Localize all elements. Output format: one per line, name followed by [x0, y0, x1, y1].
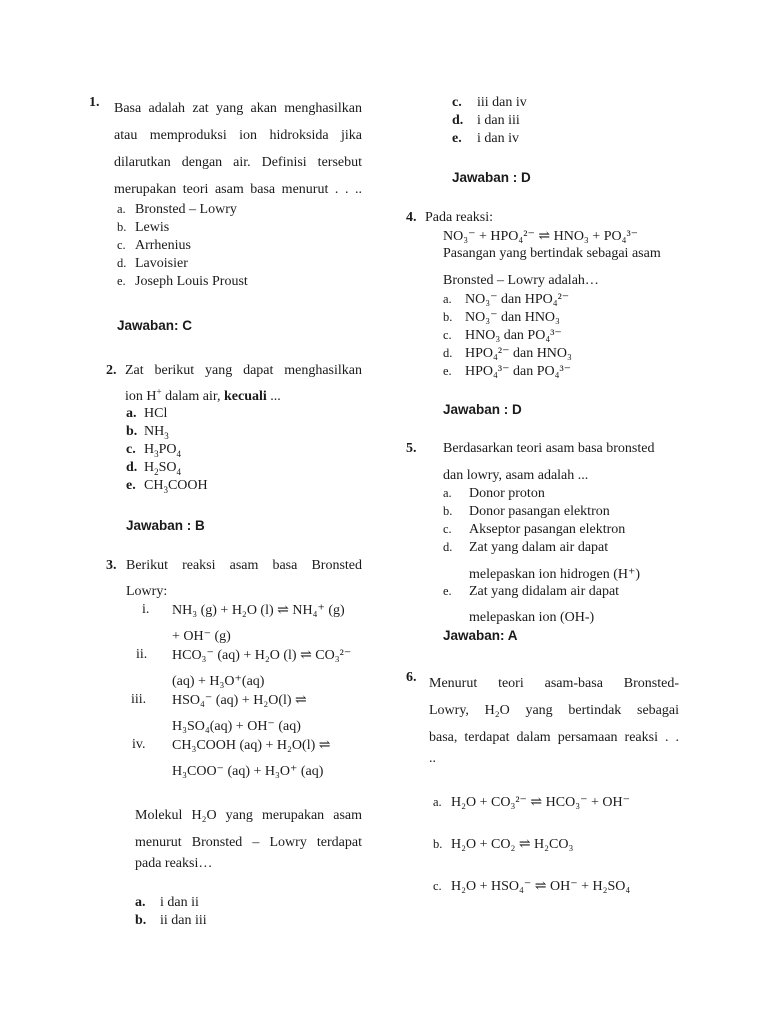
q2-line-2 — [125, 386, 281, 405]
option-key: e. — [443, 364, 452, 378]
q3-reaction-label: iii. — [131, 692, 147, 707]
q5-answer: Jawaban: A — [443, 628, 518, 643]
q3-question-line: menurut Bronsted – Lowry terdapat — [135, 835, 362, 850]
q5-line-1: Berdasarkan teori asam basa bronsted — [443, 441, 655, 456]
option-text: NH — [144, 424, 165, 439]
option-key: d. — [117, 256, 127, 270]
q5-option-d-cont: melepaskan ion hidrogen (H⁺) — [469, 567, 641, 582]
q3-question-line: pada reaksi… — [135, 856, 213, 871]
option-key: b. — [135, 913, 147, 928]
q2-option-b — [126, 424, 169, 440]
q6-line: Menurut teori asam-basa Bronsted- — [429, 676, 679, 691]
q6-option-c — [433, 878, 630, 895]
option-key: c. — [443, 522, 452, 536]
q6-line: .. — [429, 751, 436, 766]
q3-answer: Jawaban : D — [452, 170, 531, 185]
option-key: d. — [126, 460, 138, 475]
q1-option-b — [117, 220, 169, 236]
q5-option-b — [443, 504, 610, 520]
option-text: HPO₄²⁻ dan HNO₃ — [465, 346, 572, 361]
q2-option-d — [126, 460, 181, 476]
q2-text: ... — [266, 389, 281, 404]
option-key: b. — [126, 424, 138, 439]
q2-text: dalam air, — [161, 389, 224, 404]
q1-line: merupakan teori asam basa menurut . . .. — [114, 182, 362, 197]
option-key: d. — [443, 540, 453, 554]
q6-option-b — [433, 836, 573, 853]
option-text: Donor proton — [469, 486, 545, 501]
q5-option-c — [443, 522, 625, 538]
option-key: a. — [117, 202, 126, 216]
subscript: 4 — [176, 466, 182, 477]
q3-reaction-i: NH₃ (g) + H₂O (l) ⇌ NH₄⁺ (g) — [172, 603, 345, 618]
q3-option-b — [135, 913, 207, 929]
q3-line-1: Berikut reaksi asam basa Bronsted — [126, 558, 362, 573]
q1-option-e — [117, 274, 248, 290]
q1-option-a — [117, 202, 237, 218]
option-text: Akseptor pasangan elektron — [469, 522, 626, 537]
q1-line: dilarutkan dengan air. Definisi tersebut — [114, 155, 362, 170]
q1-stem — [114, 95, 362, 203]
q4-line-1: Pada reaksi: — [425, 210, 494, 225]
q3-reaction-iv-cont: H₃COO⁻ (aq) + H₃O⁺ (aq) — [172, 764, 324, 779]
q3-reaction-i-cont: + OH⁻ (g) — [172, 629, 231, 644]
subscript: 4 — [176, 448, 182, 459]
q5-option-e-cont: melepaskan ion (OH-) — [469, 610, 595, 625]
q6-line: Lowry, H₂O yang bertindak sebagai — [429, 703, 679, 718]
subscript: 3 — [154, 448, 159, 459]
q2-answer: Jawaban : B — [126, 518, 205, 533]
q2-bold: kecuali — [224, 389, 267, 404]
q1-line: Basa adalah zat yang akan menghasilkan — [114, 101, 362, 116]
option-key: b. — [433, 837, 443, 851]
option-key: b. — [443, 310, 453, 324]
q3-question — [135, 802, 362, 856]
option-text: ii dan iii — [160, 913, 207, 928]
q3-option-d — [452, 113, 520, 129]
q2-option-a — [126, 406, 167, 422]
q2-option-c — [126, 442, 181, 458]
option-key: e. — [452, 131, 462, 146]
q4-option-c — [443, 327, 562, 344]
option-text: Lewis — [135, 220, 170, 235]
option-text: H₂O + CO₃²⁻ ⇌ HCO₃⁻ + OH⁻ — [451, 795, 630, 810]
q2-option-e — [126, 478, 208, 494]
q2-number: 2. — [106, 363, 117, 378]
option-key: b. — [117, 220, 127, 234]
option-key: c. — [117, 238, 126, 252]
option-text: Joseph Louis Proust — [135, 274, 248, 289]
q4-answer: Jawaban : D — [443, 402, 522, 417]
option-text: COOH — [167, 478, 208, 493]
q6-line: basa, terdapat dalam persamaan reaksi . . — [429, 730, 679, 745]
option-key: d. — [452, 113, 464, 128]
q3-line-2: Lowry: — [126, 584, 168, 599]
option-text: i dan iii — [477, 113, 520, 128]
q4-line-4: Bronsted – Lowry adalah… — [443, 273, 599, 288]
q1-option-c — [117, 238, 191, 254]
q3-reaction-label: i. — [142, 602, 150, 617]
option-key: c. — [443, 328, 452, 342]
q1-option-d — [117, 256, 188, 272]
q3-reaction-label: ii. — [136, 647, 148, 662]
q4-option-d — [443, 345, 572, 362]
option-text: H₂O + CO₂ ⇌ H₂CO₃ — [451, 837, 574, 852]
option-key: c. — [126, 442, 136, 457]
option-text: H — [144, 442, 155, 457]
option-key: c. — [433, 879, 442, 893]
option-key: a. — [433, 795, 442, 809]
option-text: Lavoisier — [135, 256, 188, 271]
option-text: i dan ii — [160, 895, 199, 910]
q4-line-3: Pasangan yang bertindak sebagai asam — [443, 246, 661, 261]
q3-number: 3. — [106, 558, 117, 573]
option-key: b. — [443, 504, 453, 518]
option-text: NO₃⁻ dan HPO₄²⁻ — [465, 292, 570, 307]
q5-line-2: dan lowry, asam adalah ... — [443, 468, 589, 483]
q5-option-a — [443, 486, 545, 502]
q3-option-c — [452, 95, 527, 111]
option-text: Zat yang dalam air dapat — [469, 540, 609, 555]
q3-option-e — [452, 131, 519, 147]
q5-option-d — [443, 540, 608, 556]
option-text: Bronsted – Lowry — [135, 202, 237, 217]
q4-option-e — [443, 363, 571, 380]
q4-option-b — [443, 309, 560, 326]
option-key: c. — [452, 95, 462, 110]
option-text: HNO₃ dan PO₄³⁻ — [465, 328, 562, 343]
option-key: a. — [135, 895, 146, 910]
option-text: i dan iv — [477, 131, 519, 146]
q3-reaction-ii-cont: (aq) + H₃O⁺(aq) — [172, 674, 265, 689]
q3-question-line: Molekul H₂O yang merupakan asam — [135, 808, 362, 823]
q1-answer: Jawaban: C — [117, 318, 193, 333]
q6-option-a — [433, 794, 630, 811]
q3-reaction-iv: CH₃COOH (aq) + H₂O(l) ⇌ — [172, 738, 331, 753]
q2-line-1: Zat berikut yang dapat menghasilkan — [125, 363, 362, 378]
option-text: iii dan iv — [477, 95, 527, 110]
q5-number: 5. — [406, 441, 417, 456]
q3-option-a — [135, 895, 199, 911]
option-key: a. — [443, 486, 452, 500]
option-key: a. — [126, 406, 137, 421]
q3-reaction-label: iv. — [132, 737, 146, 752]
option-text: PO — [158, 442, 177, 457]
option-text: HCl — [144, 406, 168, 421]
option-text: SO — [158, 460, 177, 475]
q4-equation: NO₃⁻ + HPO₄²⁻ ⇌ HNO₃ + PO₄³⁻ — [443, 229, 639, 244]
q2-text: ion H — [125, 389, 157, 404]
q6-stem — [429, 670, 679, 751]
option-text: Donor pasangan elektron — [469, 504, 610, 519]
q3-reaction-ii: HCO₃⁻ (aq) + H₂O (l) ⇌ CO₃²⁻ — [172, 648, 352, 663]
q4-option-a — [443, 291, 569, 308]
subscript: 3 — [164, 430, 169, 441]
option-text: H — [144, 460, 155, 475]
option-key: a. — [443, 292, 452, 306]
option-text: NO₃⁻ dan HNO₃ — [465, 310, 560, 325]
q4-number: 4. — [406, 210, 417, 225]
option-key: e. — [126, 478, 136, 493]
subscript: 2 — [154, 466, 159, 477]
q1-line: atau memproduksi ion hidroksida jika — [114, 128, 362, 143]
option-key: e. — [117, 274, 126, 288]
option-key: e. — [443, 584, 452, 598]
q3-reaction-iii-cont: H₃SO₄(aq) + OH⁻ (aq) — [172, 719, 301, 734]
q3-reaction-iii: HSO₄⁻ (aq) + H₂O(l) ⇌ — [172, 693, 307, 708]
option-text: HPO₄³⁻ dan PO₄³⁻ — [465, 364, 572, 379]
q1-number: 1. — [89, 95, 100, 110]
q5-option-e — [443, 584, 619, 600]
option-text: Arrhenius — [135, 238, 191, 253]
q6-number: 6. — [406, 670, 417, 685]
subscript: 3 — [163, 484, 168, 495]
option-key: d. — [443, 346, 453, 360]
option-text: H₂O + HSO₄⁻ ⇌ OH⁻ + H₂SO₄ — [451, 879, 631, 894]
q2-sup: + — [156, 386, 162, 397]
option-text: Zat yang didalam air dapat — [469, 584, 620, 599]
option-text: CH — [144, 478, 164, 493]
